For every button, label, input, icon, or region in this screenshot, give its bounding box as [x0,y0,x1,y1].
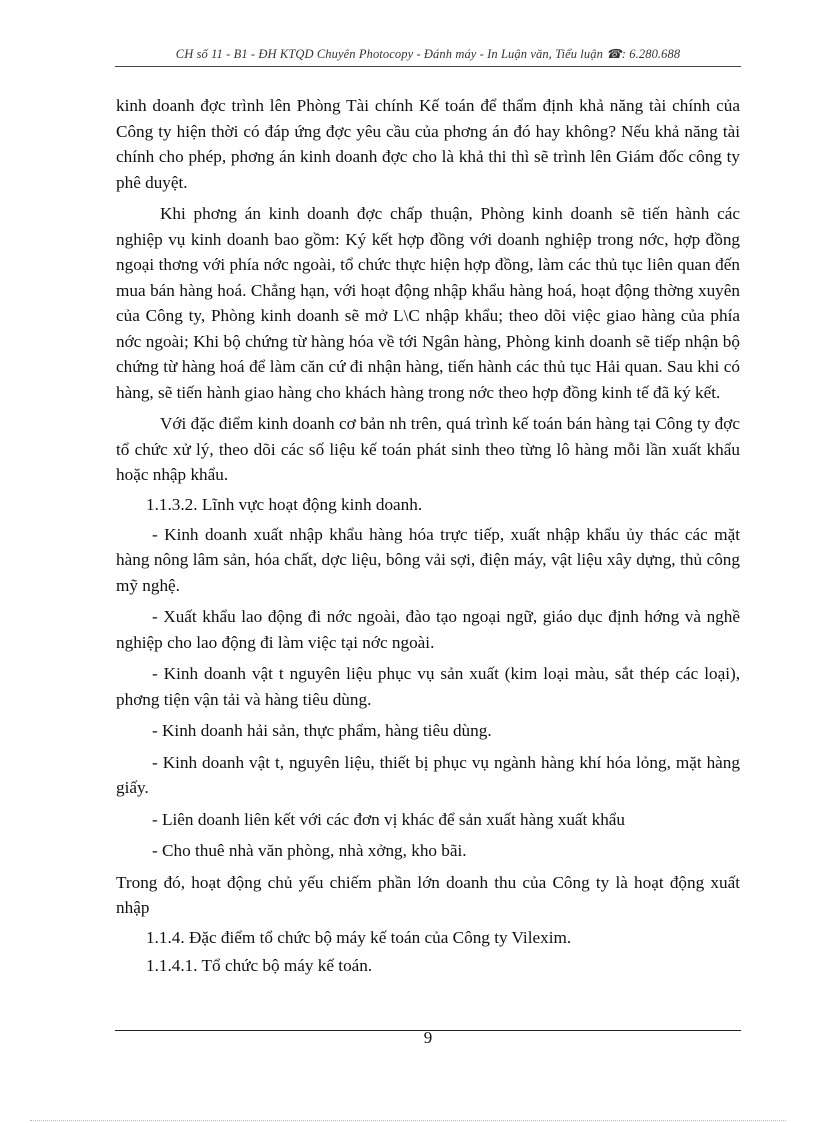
page-header: CH số 11 - B1 - ĐH KTQD Chuyên Photocopy - Đánh máy - In Luận văn, Tiểu luận ☎: 6.280.688 [175,47,681,61]
section-heading-1-1-3-2: 1.1.3.2. Lĩnh vực hoạt động kinh doanh. [146,494,423,514]
paragraph-4: Trong đó, hoạt động chủ yếu chiếm phần lớn doanh thu của Công ty là hoạt động xuất nhập [116,872,740,917]
paragraph-2: Khi phơng án kinh doanh đợc chấp thuận, Phòng kinh doanh sẽ tiến hành các nghiệp vụ kinh doanh bao gồm: Ký kết hợp đồng với doanh nghiệp trong nớc, hợp đồng ngoại thơng với phía nớc ngoài, tổ chức thực hiện hợp đồng, làm các thủ tục liên quan đến mua bán hàng hoá. Chẳng hạn, với hoạt động nhập khẩu hàng hoá, hoạt động thờng xuyên của Công ty, Phòng kinh doanh sẽ mở L\C nhập khẩu; theo dõi việc giao hàng của phía nớc ngoài; Khi bộ chứng từ hàng hóa về tới Ngân hàng, Phòng kinh doanh sẽ tiếp nhận bộ chứng từ hàng hoá để làm căn cứ đi nhận hàng, tiến hành các thủ tục Hải quan. Sau khi có hàng, sẽ tiến hành giao hàng cho khách hàng trong nớc theo hợp đồng kinh tế đã ký kết. [116,204,740,402]
list-item-7: - Cho thuê nhà văn phòng, nhà xởng, kho bãi. [152,841,467,860]
paragraph-3: Với đặc điểm kinh doanh cơ bản nh trên, quá trình kế toán bán hàng tại Công ty đợc tổ chức xử lý, theo dõi các số liệu kế toán phát sinh theo từng lô hàng mỗi lần xuất khẩu hoặc nhập khẩu. [116,414,740,484]
list-item-1: - Kinh doanh xuất nhập khẩu hàng hóa trực tiếp, xuất nhập khẩu ủy thác các mặt hàng nông lâm sản, hóa chất, dợc liệu, bông vải sợi, điện máy, vật liệu xây dựng, thủ công mỹ nghệ. [116,524,740,595]
list-item-5: - Kinh doanh vật t, nguyên liệu, thiết bị phục vụ ngành hàng khí hóa lỏng, mặt hàng giấy. [116,752,740,797]
list-item-2: - Xuất khẩu lao động đi nớc ngoài, đào tạo ngoại ngữ, giáo dục định hớng và nghề nghiệp cho lao động đi làm việc tại nớc ngoài. [116,607,740,652]
list-item-4: - Kinh doanh hải sản, thực phẩm, hàng tiêu dùng. [152,721,492,740]
paragraph-1: kinh doanh đợc trình lên Phòng Tài chính Kế toán để thẩm định khả năng tài chính của Công ty hiện thời có đáp ứng đợc yêu cầu của phơng án đó hay không? Nếu khả năng tài chính cho phép, phơng án kinh doanh đợc cho là khả thi thì sẽ trình lên Giám đốc công ty phê duyệt. [116,96,740,192]
list-item-3: - Kinh doanh vật t nguyên liệu phục vụ sản xuất (kim loại màu, sắt thép các loại), phơng tiện vận tải và hàng tiêu dùng. [116,664,740,709]
page-number: 9 [423,1028,433,1047]
list-item-6: - Liên doanh liên kết với các đơn vị khác để sản xuất hàng xuất khẩu [152,809,626,829]
section-heading-1-1-4: 1.1.4. Đặc điểm tổ chức bộ máy kế toán của Công ty Vilexim. [146,927,572,947]
document-body [116,93,740,979]
section-heading-1-1-4-1: 1.1.4.1. Tổ chức bộ máy kế toán. [146,955,373,975]
header-rule [115,66,741,67]
page-edge-divider [30,1120,786,1121]
